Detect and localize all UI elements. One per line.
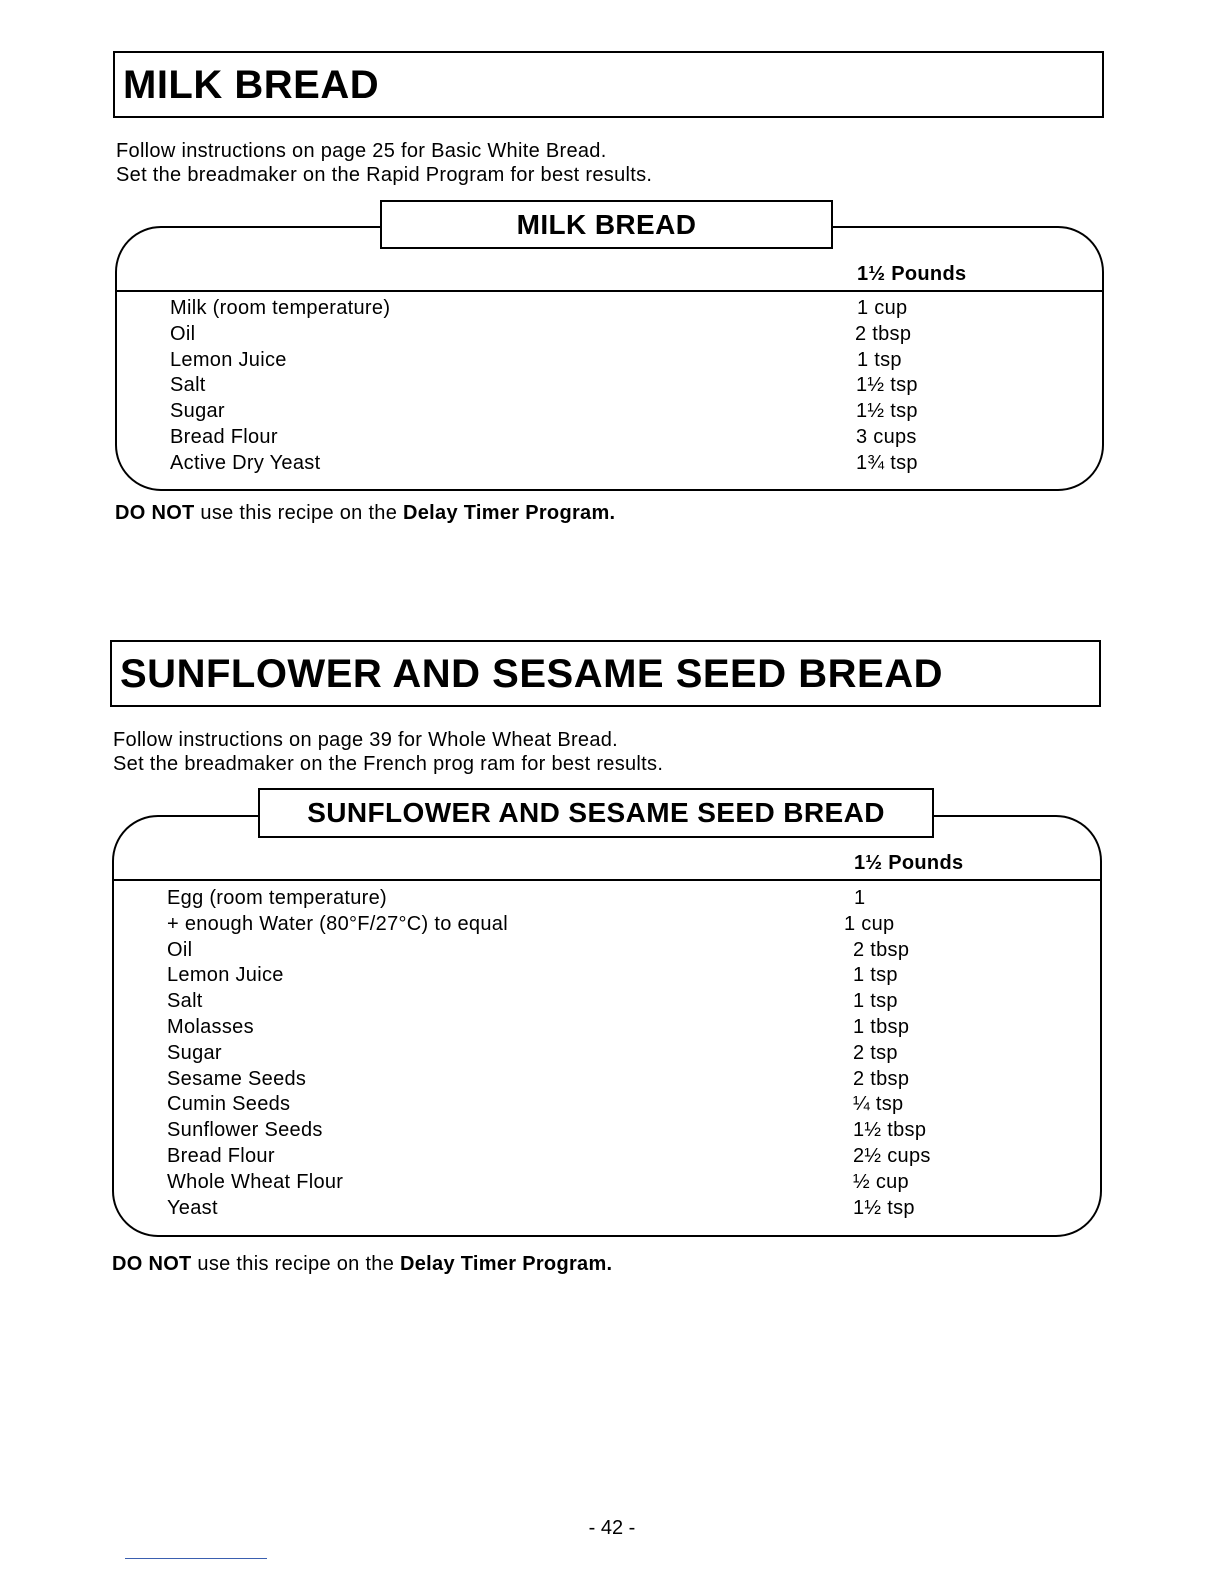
ingredient-row xyxy=(167,1016,1067,1042)
ingredient-name: Oil xyxy=(170,322,196,345)
page-number: - 42 - xyxy=(588,1517,636,1539)
ingredient-row xyxy=(167,939,1067,965)
ingredient-row xyxy=(170,452,1070,478)
ingredient-name: Sugar xyxy=(167,1041,222,1064)
ingredient-name: Oil xyxy=(167,938,193,961)
ingredient-name: Sesame Seeds xyxy=(167,1067,307,1090)
ingredient-row xyxy=(167,990,1067,1016)
ingredient-amount: 1 tbsp xyxy=(853,1015,910,1038)
ingredient-amount: 1 cup xyxy=(857,297,908,319)
ingredient-row xyxy=(167,913,1067,939)
ingredient-row xyxy=(170,374,1070,400)
ingredient-row xyxy=(167,1197,1067,1223)
intro-line: Set the breadmaker on the Rapid Program for best results. xyxy=(116,164,653,186)
ingredient-amount: 1 tsp xyxy=(857,348,902,371)
ingredient-row xyxy=(167,887,1067,913)
ingredient-row xyxy=(170,400,1070,426)
ingredient-amount: 1¾ tsp xyxy=(856,451,918,474)
warning-program: Delay Timer Program. xyxy=(403,502,616,524)
ingredient-name: + enough Water (80°F/27°C) to equal xyxy=(167,912,508,935)
section-heading-sunflower-sesame-bread: SUNFLOWER AND SESAME SEED BREAD xyxy=(110,640,1101,707)
warning-text: use this recipe on the xyxy=(191,1253,401,1275)
ingredient-list xyxy=(170,297,1070,478)
ingredient-row xyxy=(170,426,1070,452)
ingredient-name: Yeast xyxy=(167,1196,218,1219)
ingredient-name: Active Dry Yeast xyxy=(170,451,321,474)
intro-text xyxy=(113,728,663,776)
ingredient-row xyxy=(170,323,1070,349)
warning-emphasis: DO NOT xyxy=(115,502,195,524)
header-divider xyxy=(116,290,1103,292)
column-header-amount: 1½ Pounds xyxy=(854,852,964,874)
ingredient-name: Sugar xyxy=(170,400,225,423)
table-title: MILK BREAD xyxy=(380,200,833,249)
ingredient-name: Lemon Juice xyxy=(170,348,287,371)
ingredient-amount: 1½ tbsp xyxy=(853,1119,927,1142)
ingredient-amount: 3 cups xyxy=(856,425,917,448)
ingredient-amount: ½ cup xyxy=(853,1170,909,1193)
ingredient-row xyxy=(167,1145,1067,1171)
warning-text: use this recipe on the xyxy=(194,502,404,524)
ingredient-amount: 2 tbsp xyxy=(855,322,912,345)
ingredient-name: Salt xyxy=(167,990,203,1013)
ingredient-row xyxy=(167,1171,1067,1197)
ingredient-row xyxy=(170,349,1070,375)
ingredient-row xyxy=(167,1119,1067,1145)
ingredient-name: Whole Wheat Flour xyxy=(167,1170,344,1193)
footer-divider xyxy=(125,1558,267,1559)
ingredient-amount: 1 tsp xyxy=(853,964,898,987)
intro-line: Set the breadmaker on the French prog ram for best results. xyxy=(113,753,664,775)
ingredient-row xyxy=(167,1093,1067,1119)
section-heading-milk-bread: MILK BREAD xyxy=(113,51,1104,118)
ingredient-name: Salt xyxy=(170,374,206,397)
ingredient-name: Lemon Juice xyxy=(167,964,284,987)
table-title: SUNFLOWER AND SESAME SEED BREAD xyxy=(258,788,934,838)
ingredient-amount: 1 xyxy=(854,887,866,909)
ingredient-amount: 2 tsp xyxy=(853,1041,898,1064)
intro-line: Follow instructions on page 25 for Basic White Bread. xyxy=(116,140,607,162)
ingredient-row xyxy=(167,1068,1067,1094)
ingredient-amount: 1½ tsp xyxy=(856,374,918,397)
ingredient-amount: ¼ tsp xyxy=(853,1093,904,1116)
ingredient-name: Milk (room temperature) xyxy=(170,297,391,319)
ingredient-amount: 2 tbsp xyxy=(853,938,910,961)
ingredient-row xyxy=(167,1042,1067,1068)
ingredient-amount: 1½ tsp xyxy=(856,400,918,423)
ingredient-amount: 1 tsp xyxy=(853,990,898,1013)
ingredient-name: Egg (room temperature) xyxy=(167,887,388,909)
ingredient-row xyxy=(167,964,1067,990)
ingredient-amount: 2 tbsp xyxy=(853,1067,910,1090)
intro-text xyxy=(116,139,652,187)
intro-line: Follow instructions on page 39 for Whole Wheat Bread. xyxy=(113,729,619,751)
ingredient-row xyxy=(170,297,1070,323)
ingredient-amount: 1 cup xyxy=(844,912,895,935)
header-divider xyxy=(113,879,1101,881)
ingredient-name: Molasses xyxy=(167,1015,254,1038)
ingredient-name: Cumin Seeds xyxy=(167,1093,291,1116)
ingredient-name: Bread Flour xyxy=(167,1144,275,1167)
warning-note xyxy=(115,502,615,525)
warning-program: Delay Timer Program. xyxy=(400,1253,613,1275)
warning-note xyxy=(112,1253,612,1276)
ingredient-name: Bread Flour xyxy=(170,425,278,448)
ingredient-amount: 2½ cups xyxy=(853,1144,931,1167)
ingredient-list xyxy=(167,887,1067,1222)
column-header-amount: 1½ Pounds xyxy=(857,263,967,285)
ingredient-amount: 1½ tsp xyxy=(853,1196,915,1219)
ingredient-name: Sunflower Seeds xyxy=(167,1119,323,1142)
warning-emphasis: DO NOT xyxy=(112,1253,192,1275)
